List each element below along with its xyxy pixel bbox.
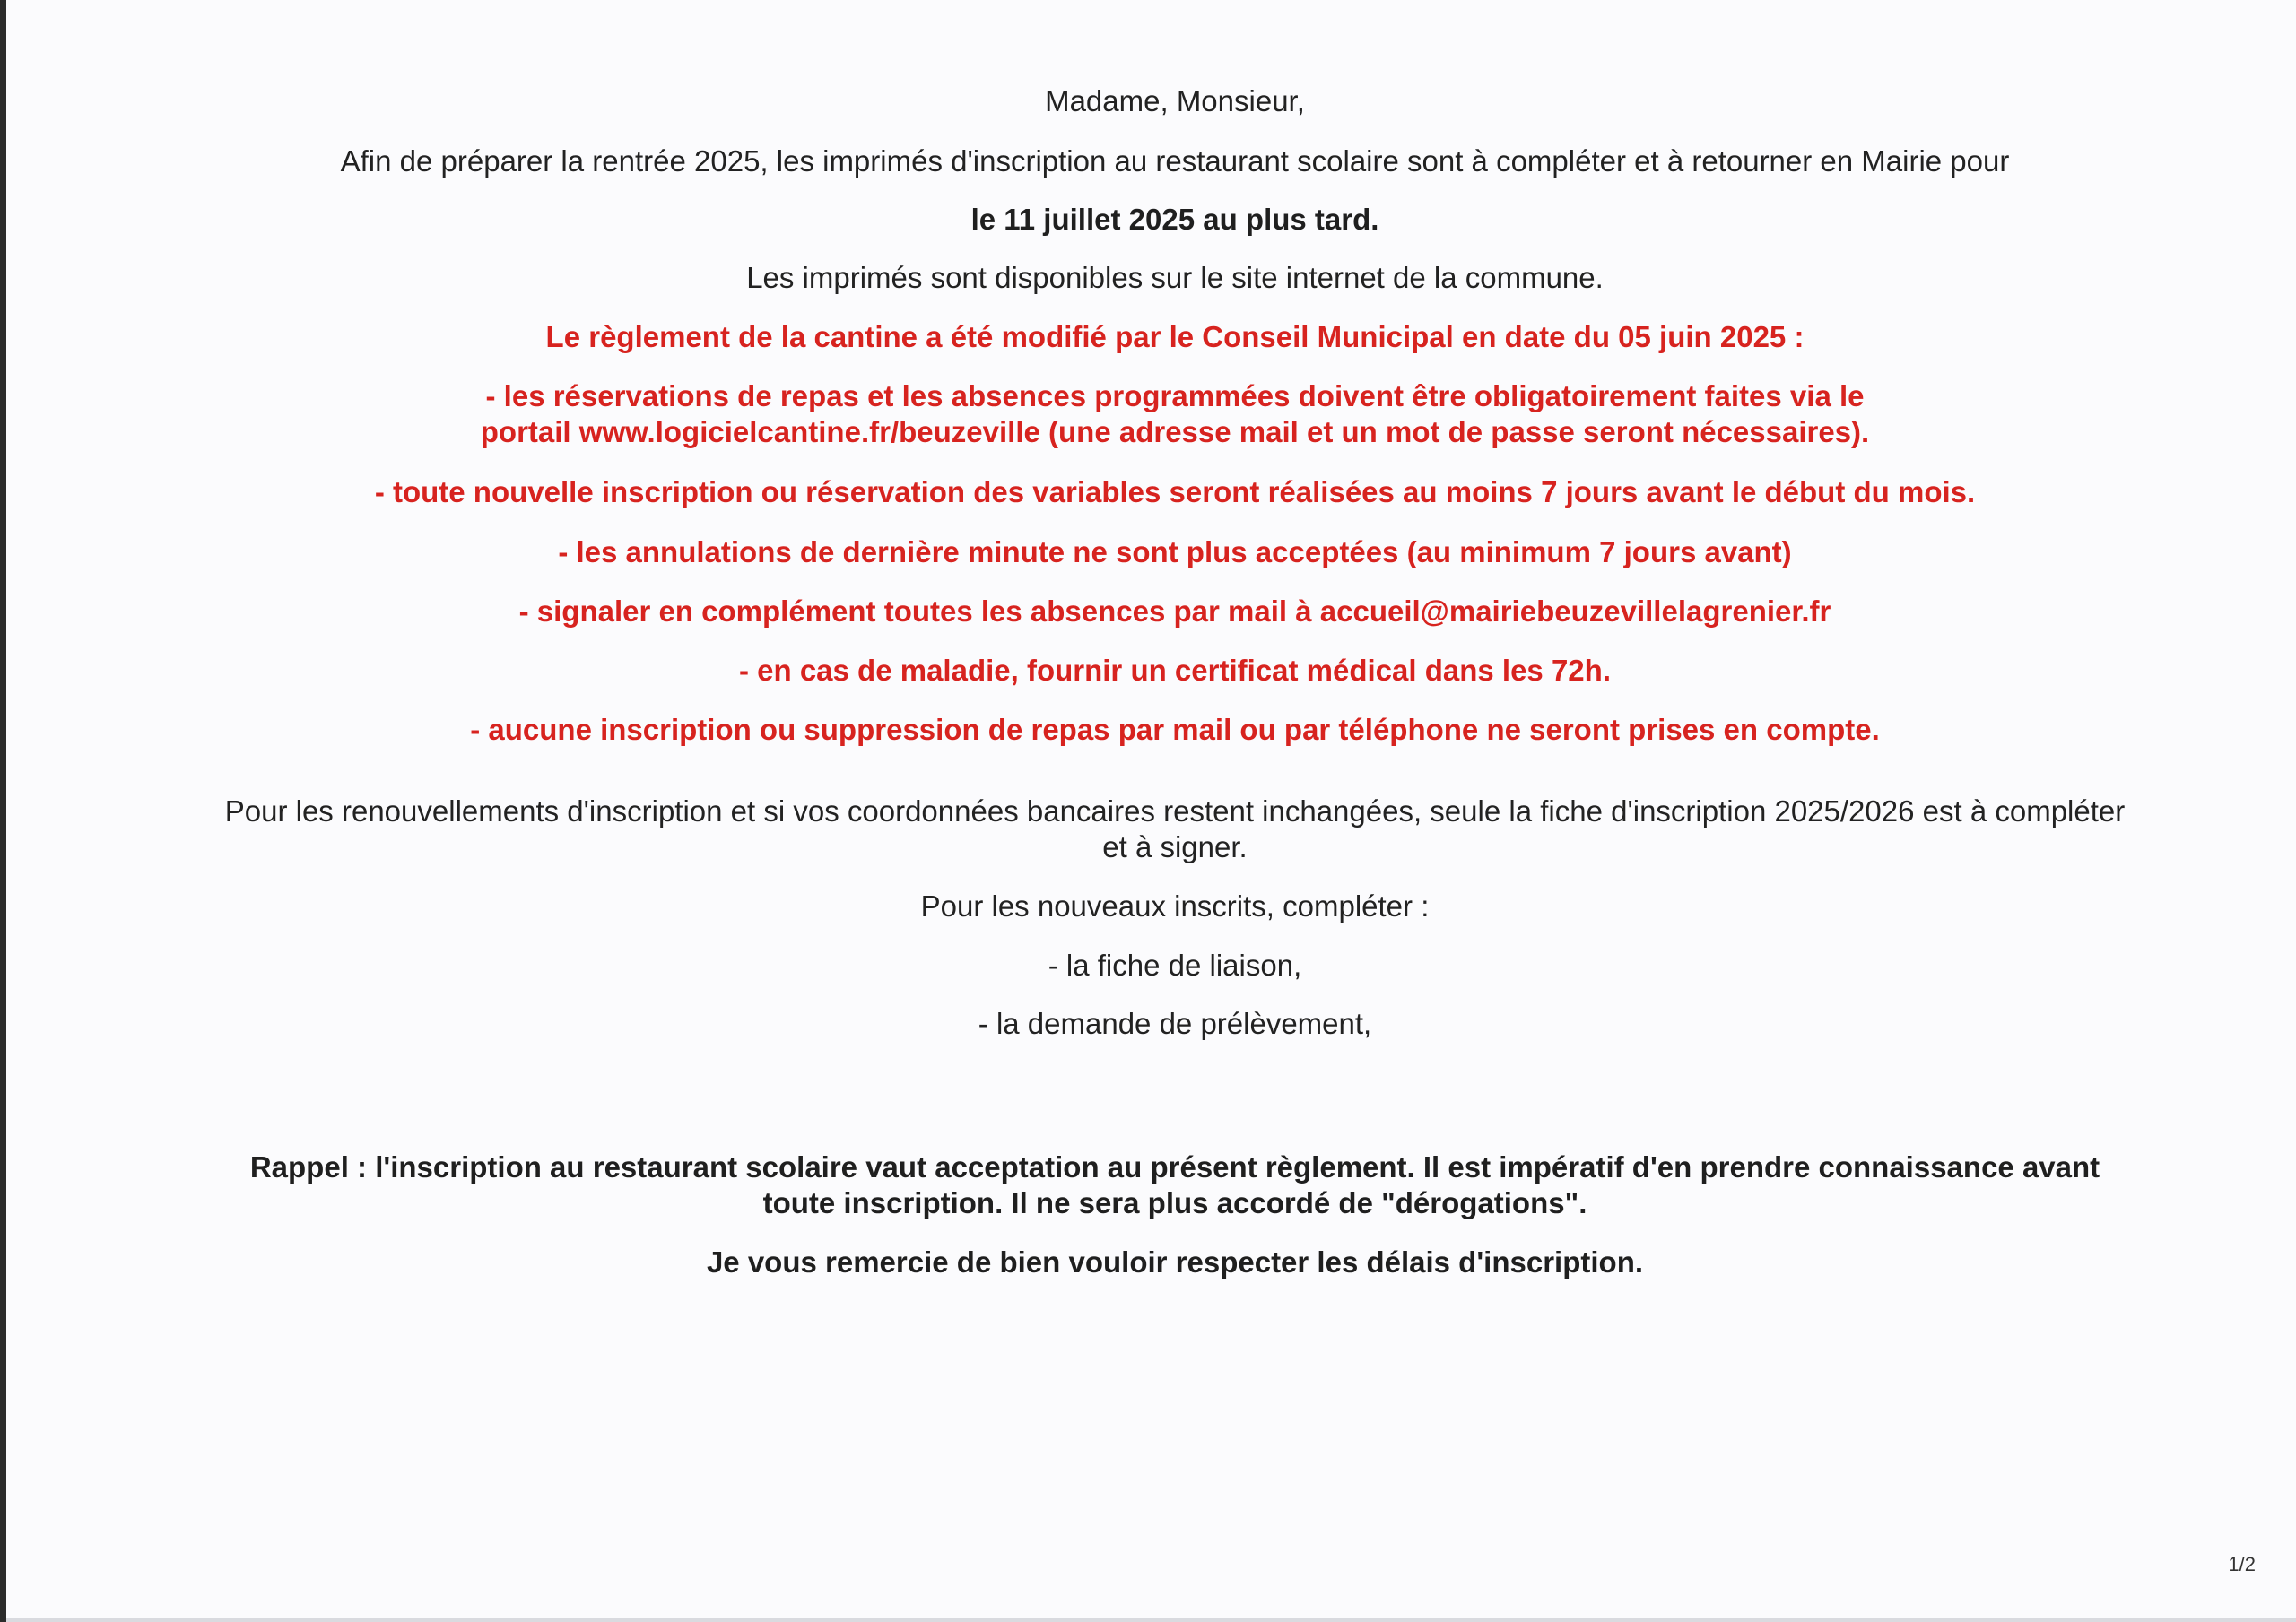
new-students-heading: Pour les nouveaux inscrits, compléter : bbox=[920, 889, 1430, 923]
renewal-paragraph-line1: Pour les renouvellements d'inscription et si vos coordonnées bancaires restent inchangées, seule la fiche d'inscription 2025/2026 est à compléter bbox=[224, 794, 2126, 828]
rule-item-new-inscription: - toute nouvelle inscription ou réservation des variables seront réalisées au moins 7 jours avant le début du mois. bbox=[374, 475, 1976, 508]
reminder-line2: toute inscription. Il ne sera plus accordé de "dérogations". bbox=[762, 1186, 1587, 1219]
closing-sentence: Je vous remercie de bien vouloir respecter les délais d'inscription. bbox=[706, 1245, 1644, 1279]
renewal-paragraph-line2: et à signer. bbox=[1102, 830, 1248, 863]
rule-item-absence-email: - signaler en complément toutes les absences par mail à accueil@mairiebeuzevillelagrenier.fr bbox=[518, 594, 1831, 628]
page-number: 1/2 bbox=[2228, 1553, 2256, 1575]
rule-item-reservations-line2: portail www.logicielcantine.fr/beuzeville (une adresse mail et un mot de passe seront nécessaires). bbox=[480, 415, 1870, 448]
salutation: Madame, Monsieur, bbox=[1045, 84, 1305, 117]
rule-item-reservations-line1: - les réservations de repas et les absences programmées doivent être obligatoirement faites via le bbox=[485, 379, 1865, 412]
rule-item-illness: - en cas de maladie, fournir un certificat médical dans les 72h. bbox=[738, 654, 1611, 687]
availability-note: Les imprimés sont disponibles sur le site internet de la commune. bbox=[746, 261, 1604, 294]
rule-item-no-phone-email: - aucune inscription ou suppression de repas par mail ou par téléphone ne seront prises en compte. bbox=[470, 713, 1880, 746]
rule-item-cancellations: - les annulations de dernière minute ne sont plus acceptées (au minimum 7 jours avant) bbox=[558, 535, 1792, 568]
deadline: le 11 juillet 2025 au plus tard. bbox=[970, 203, 1379, 236]
rules-heading: Le règlement de la cantine a été modifié par le Conseil Municipal en date du 05 juin 2025 : bbox=[545, 320, 1805, 353]
new-students-item-prelevement: - la demande de prélèvement, bbox=[978, 1007, 1372, 1040]
intro-paragraph: Afin de préparer la rentrée 2025, les imprimés d'inscription au restaurant scolaire sont à compléter et à retourner en Mairie pour bbox=[340, 144, 2010, 178]
new-students-item-liaison: - la fiche de liaison, bbox=[1048, 949, 1302, 982]
reminder-line1: Rappel : l'inscription au restaurant scolaire vaut acceptation au présent règlement. Il est impératif d'en prendre connaissance avant bbox=[249, 1150, 2100, 1184]
